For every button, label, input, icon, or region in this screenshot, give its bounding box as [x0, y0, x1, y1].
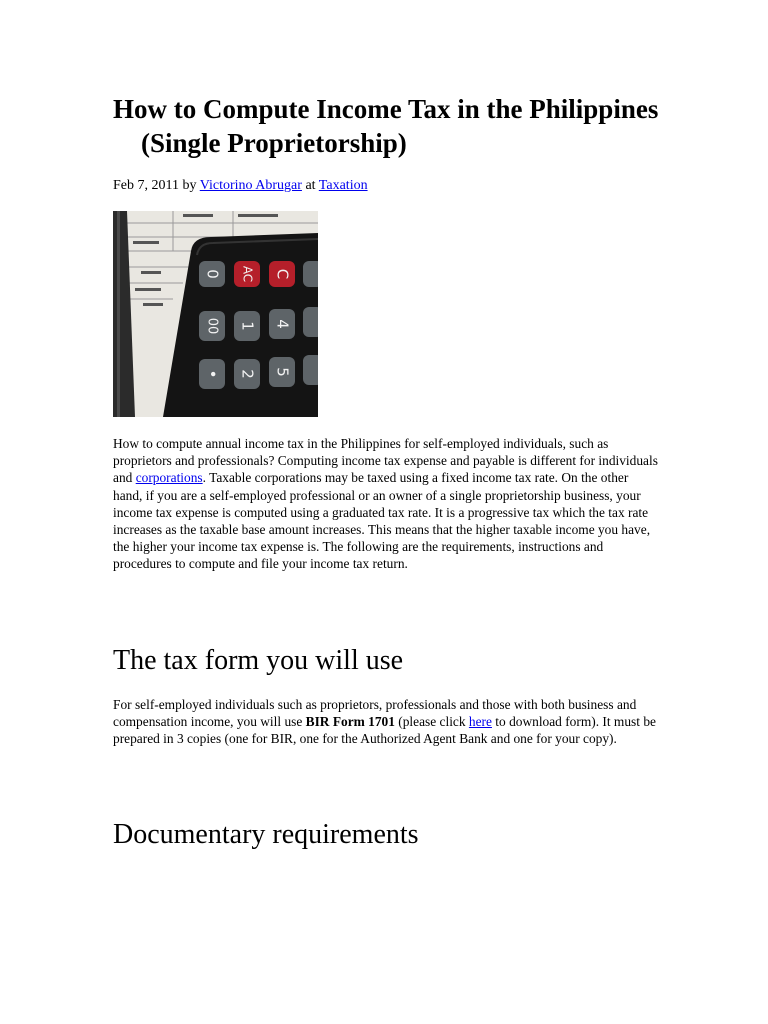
- calc-key-label: 1: [238, 321, 257, 331]
- author-link[interactable]: Victorino Abrugar: [199, 178, 302, 193]
- calc-key-label: 2: [238, 369, 257, 379]
- category-link[interactable]: Taxation: [318, 178, 368, 193]
- calc-key-label: AC: [240, 265, 255, 283]
- by-text: by: [182, 178, 197, 193]
- calc-key-label: 5: [273, 367, 292, 377]
- calc-key-label: 00: [204, 317, 220, 335]
- tax-form-paragraph: [113, 696, 658, 748]
- section-heading-tax-form: The tax form you will use: [113, 645, 404, 676]
- tax-form-text-2: (please click: [394, 714, 469, 730]
- calculator-photo: [113, 211, 318, 417]
- at-text: at: [305, 178, 316, 193]
- calc-key-label: 0: [203, 269, 222, 279]
- article-meta: [113, 177, 368, 195]
- calc-key-label: 4: [273, 319, 292, 329]
- calc-key-label: •: [203, 369, 222, 379]
- tax-form-text-1: For self-employed individuals such as proprietors, professionals and those with both business and compensation income, you will use: [113, 697, 637, 730]
- intro-paragraph: [113, 435, 658, 573]
- section-heading-documentary: Documentary requirements: [113, 819, 419, 850]
- corporations-link[interactable]: corporations: [135, 470, 203, 486]
- tax-form-text-3: to download form). It must be prepared in 3 copies (one for BIR, one for the Authorized Agent Bank and one for your copy).: [113, 714, 656, 747]
- article-title: How to Compute Income Tax in the Philippines (Single Proprietorship): [113, 94, 659, 158]
- calc-key-label: C: [273, 268, 292, 280]
- post-date: Feb 7, 2011: [113, 178, 179, 193]
- form-name: BIR Form 1701: [305, 714, 395, 730]
- intro-text-1: How to compute annual income tax in the Philippines for self-employed individuals, such as proprietors and professionals? Computing income tax expense and payable is different for individuals and: [113, 436, 658, 486]
- intro-text-2: . Taxable corporations may be taxed using a fixed income tax rate. On the other hand, if you are a self-employed professional or an owner of a single proprietorship business, your income tax expense is computed using a graduated tax rate. It is a progressive tax which the tax rate increases as the taxable base amount increases. This means that the higher taxable income you have, the higher your income tax expense is. The following are the requirements, instructions and procedures to compute and file your income tax return.: [113, 470, 651, 572]
- download-form-link[interactable]: here: [468, 714, 492, 730]
